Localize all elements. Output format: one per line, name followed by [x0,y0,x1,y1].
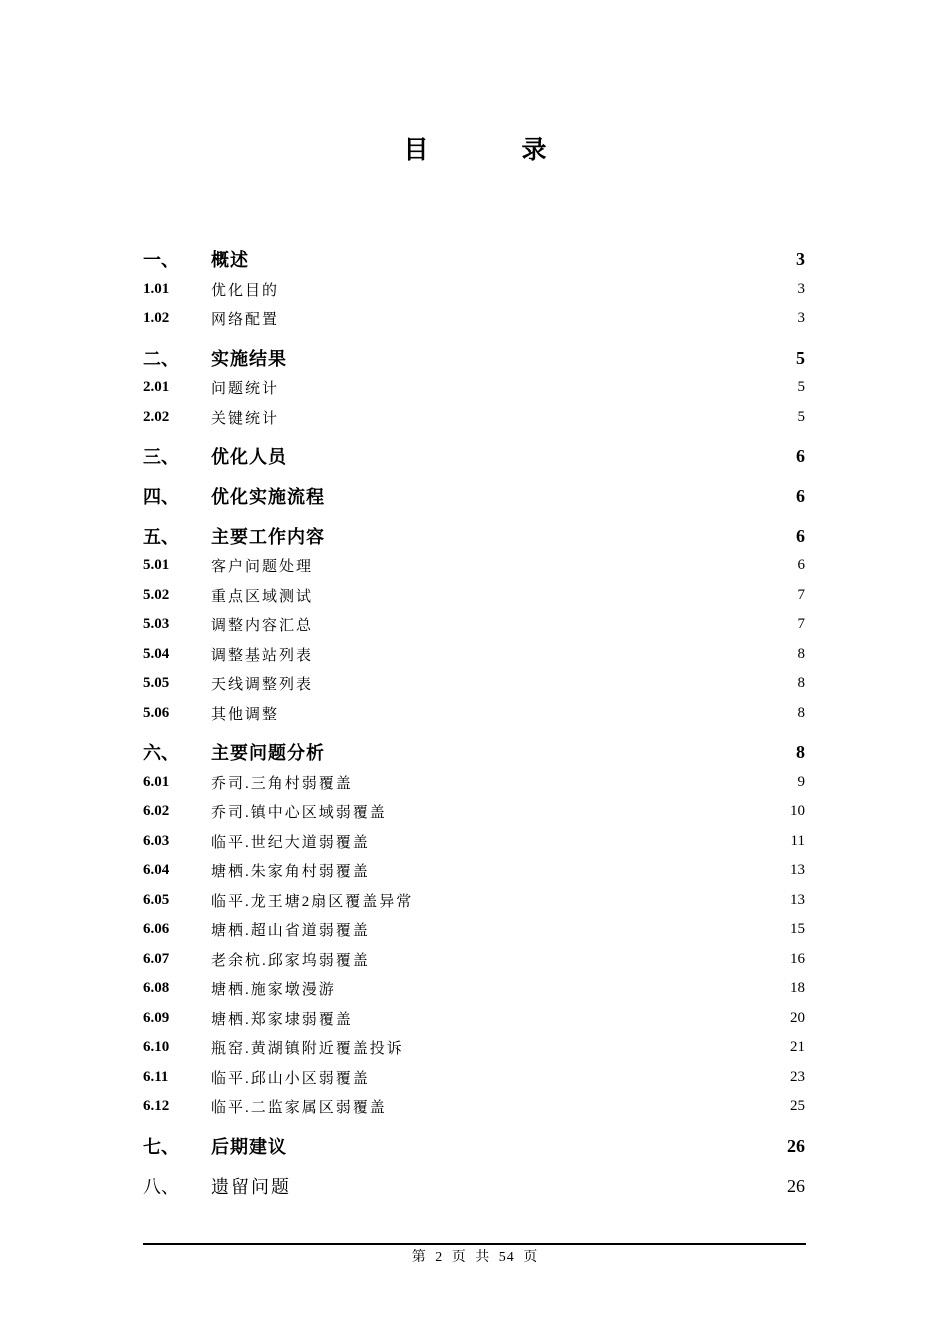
toc-page-number: 8 [797,704,805,721]
toc-label: 塘栖.朱家角村弱覆盖 [211,863,370,880]
toc-page-number: 3 [796,248,805,269]
toc-label: 后期建议 [211,1137,287,1157]
toc-page-number: 7 [797,586,805,603]
toc-number: 七、 [143,1137,179,1157]
toc-label: 乔司.三角村弱覆盖 [211,775,353,792]
toc-row[interactable] [143,1174,805,1198]
toc-row[interactable] [143,375,805,399]
toc-row[interactable] [143,612,805,636]
toc-row[interactable] [143,917,805,941]
toc-page-number: 6 [797,556,805,573]
page-footer: 第 2 页 共 54 页 [411,1250,539,1265]
toc-number: 6.11 [143,1068,169,1085]
footer-rule [143,1243,806,1245]
toc-page-number: 6 [796,445,805,466]
toc-label: 调整基站列表 [211,647,314,664]
toc-row[interactable] [143,770,805,794]
toc-row[interactable] [143,947,805,971]
toc-label: 临平.世纪大道弱覆盖 [211,834,370,851]
toc-label: 主要问题分析 [211,743,325,763]
toc-row[interactable] [143,888,805,912]
toc-label: 优化目的 [211,282,280,299]
toc-label: 优化人员 [211,447,287,467]
toc-label: 塘栖.超山省道弱覆盖 [211,922,370,939]
toc-page-number: 25 [790,1097,805,1114]
toc-number: 6.12 [143,1097,170,1114]
toc-page-number: 13 [790,861,805,878]
toc-number: 八、 [143,1177,179,1197]
toc-label: 重点区域测试 [211,588,314,605]
toc-page-number: 3 [797,309,805,326]
toc-label: 临平.龙王塘2扇区覆盖异常 [211,893,414,910]
toc-page-number: 11 [790,832,805,849]
toc-label: 临平.二监家属区弱覆盖 [211,1099,387,1116]
toc-label: 遗留问题 [211,1177,291,1197]
toc-page-number: 10 [790,802,805,819]
toc-number: 五、 [143,527,179,547]
toc-row[interactable] [143,583,805,607]
toc-page-number: 5 [796,347,805,368]
toc-page-number: 21 [790,1038,805,1055]
toc-row[interactable] [143,553,805,577]
toc-number: 一、 [143,250,179,270]
toc-page-number: 18 [790,979,805,996]
toc-number: 5.01 [143,556,170,573]
toc-row[interactable] [143,277,805,301]
toc-row[interactable] [143,799,805,823]
toc-page-number: 23 [790,1068,805,1085]
toc-row[interactable] [143,346,805,370]
toc-label: 塘栖.郑家埭弱覆盖 [211,1011,353,1028]
toc-label: 实施结果 [211,349,287,369]
toc-number: 6.03 [143,832,170,849]
toc-row[interactable] [143,642,805,666]
toc-label: 关键统计 [211,410,280,427]
toc-page-number: 3 [797,280,805,297]
toc-row[interactable] [143,858,805,882]
toc-page-number: 8 [797,645,805,662]
toc-number: 2.01 [143,378,170,395]
toc-label: 瓶窑.黄湖镇附近覆盖投诉 [211,1040,404,1057]
toc-number: 三、 [143,447,179,467]
toc-page-number: 6 [796,485,805,506]
toc-number: 5.05 [143,674,170,691]
toc-page-number: 7 [797,615,805,632]
toc-number: 6.04 [143,861,170,878]
toc-number: 四、 [143,487,179,507]
toc-number: 6.01 [143,773,170,790]
toc-row[interactable] [143,1006,805,1030]
toc-number: 5.02 [143,586,170,603]
toc-page-number: 15 [790,920,805,937]
toc-number: 6.07 [143,950,170,967]
toc-label: 老余杭.邱家坞弱覆盖 [211,952,370,969]
toc-page-number: 5 [797,408,805,425]
toc-label: 其他调整 [211,706,280,723]
toc-row[interactable] [143,524,805,548]
toc-row[interactable] [143,1035,805,1059]
toc-number: 六、 [143,743,179,763]
toc-row[interactable] [143,1094,805,1118]
toc-label: 概述 [211,250,249,270]
toc-label: 主要工作内容 [211,527,325,547]
toc-number: 1.02 [143,309,170,326]
toc-number: 2.02 [143,408,170,425]
toc-label: 乔司.镇中心区域弱覆盖 [211,804,387,821]
toc-page-number: 16 [790,950,805,967]
toc-page-number: 20 [790,1009,805,1026]
toc-label: 客户问题处理 [211,558,314,575]
toc-row[interactable] [143,740,805,764]
toc-row[interactable] [143,405,805,429]
toc-label: 临平.邱山小区弱覆盖 [211,1070,370,1087]
toc-label: 调整内容汇总 [211,617,314,634]
toc-row[interactable] [143,829,805,853]
toc-page-number: 6 [796,525,805,546]
toc-label: 网络配置 [211,311,280,328]
toc-row[interactable] [143,671,805,695]
toc-row[interactable] [143,484,805,508]
toc-page-number: 13 [790,891,805,908]
toc-number: 6.02 [143,802,170,819]
toc-row[interactable] [143,976,805,1000]
toc-row[interactable] [143,701,805,725]
toc-page-number: 8 [797,674,805,691]
toc-label: 塘栖.施家墩漫游 [211,981,336,998]
toc-number: 1.01 [143,280,170,297]
toc-row[interactable] [143,1134,805,1158]
toc-page-number: 8 [796,741,805,762]
toc-row[interactable] [143,306,805,330]
toc-number: 6.06 [143,920,170,937]
toc-number: 6.10 [143,1038,170,1055]
toc-page-number: 9 [797,773,805,790]
page-title: 目 录 [403,135,581,164]
toc-number: 二、 [143,349,179,369]
toc-page-number: 26 [787,1175,805,1196]
toc-number: 6.08 [143,979,170,996]
toc-row[interactable] [143,444,805,468]
toc-page-number: 5 [797,378,805,395]
toc-label: 问题统计 [211,380,280,397]
toc-number: 6.09 [143,1009,170,1026]
toc-row[interactable] [143,1065,805,1089]
toc-number: 6.05 [143,891,170,908]
toc-label: 优化实施流程 [211,487,325,507]
toc-page-number: 26 [787,1135,805,1156]
toc-number: 5.06 [143,704,170,721]
toc-row[interactable] [143,247,805,271]
toc-number: 5.04 [143,645,170,662]
toc-label: 天线调整列表 [211,676,314,693]
toc-number: 5.03 [143,615,170,632]
